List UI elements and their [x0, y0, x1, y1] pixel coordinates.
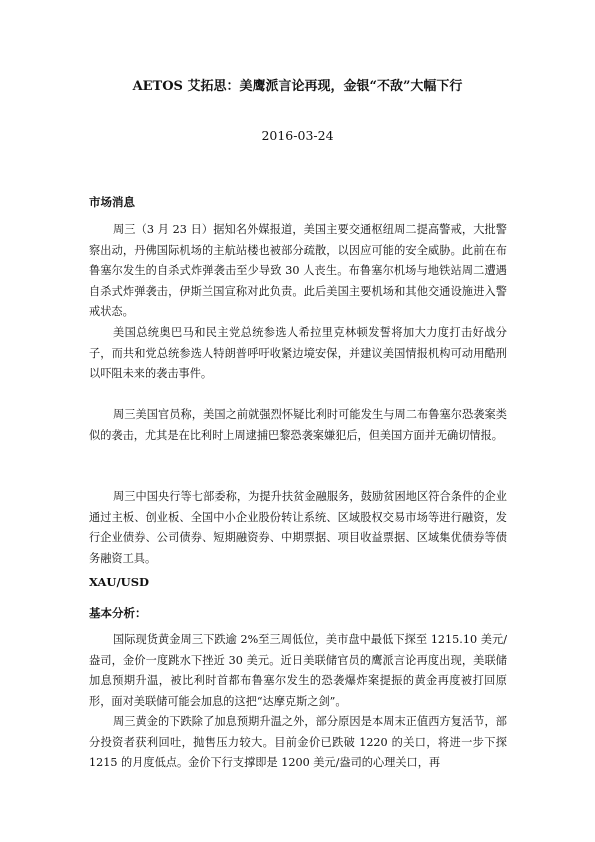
market-news-heading: 市场消息 — [89, 195, 135, 209]
market-news-paragraph-3: 周三美国官员称，美国之前就强烈怀疑比利时可能发生与周二布鲁塞尔恐袭案类似的袭击，尤其是在比利时上周逮捕巴黎恐袭案嫌犯后，但美国方面并无确切情报。 — [89, 408, 507, 442]
xau-paragraph-2: 周三黄金的下跌除了加息预期升温之外，部分原因是本周末正值西方复活节，部分投资者获利回吐，抛售压力较大。目前金价已跌破 1220 的关口，将进一步下探 1215 的月度低点。金价下行支撑即是 1200 美元/盎司的心理关口，再 — [89, 715, 507, 770]
market-news-paragraph-2: 美国总统奥巴马和民主党总统参选人希拉里克林顿发誓将加大力度打击好战分子，而共和党总统参选人特朗普呼吁收紧边境安保，并建议美国情报机构可动用酷刑以吓阻未来的袭击事件。 — [89, 326, 507, 381]
document-title: AETOS 艾拓思：美鹰派言论再现，金银“不敌”大幅下行 — [132, 79, 463, 94]
market-news-paragraph-1: 周三（3 月 23 日）据知名外媒报道，美国主要交通枢纽周二提高警戒，大批警察出动，丹佛国际机场的主航站楼也被部分疏散，以因应可能的安全威胁。此前在布鲁塞尔发生的自杀式炸弹袭击至少导致 30 人丧生。布鲁塞尔机场与地铁站周二遭遇自杀式炸弹袭击，伊斯兰国宣称对此负责。此后美国主要机场和其他交通设施进入警戒状态。 — [89, 223, 507, 319]
xau-paragraph-1: 国际现货黄金周三下跌逾 2%至三周低位，美市盘中最低下探至 1215.10 美元/盎司，金价一度跳水下挫近 30 美元。近日美联储官员的鹰派言论再度出现，美联储加息预期升温，被比利时首都布鲁塞尔发生的恐袭爆炸案提振的黄金再度被打回原形，面对美联储可能会加息的这把“达摩克斯之剑”。 — [89, 633, 507, 708]
market-news-paragraph-4: 周三中国央行等七部委称，为提升扶贫金融服务，鼓励贫困地区符合条件的企业通过主板、创业板、全国中小企业股份转让系统、区域股权交易市场等进行融资，发行企业债券、公司债券、短期融资券、中期票据、项目收益票据、区域集优债券等债务融资工具。 — [89, 490, 507, 565]
xau-usd-symbol: XAU/USD — [89, 575, 149, 589]
fundamental-analysis-heading: 基本分析： — [89, 606, 147, 620]
document-date: 2016-03-24 — [261, 128, 334, 143]
